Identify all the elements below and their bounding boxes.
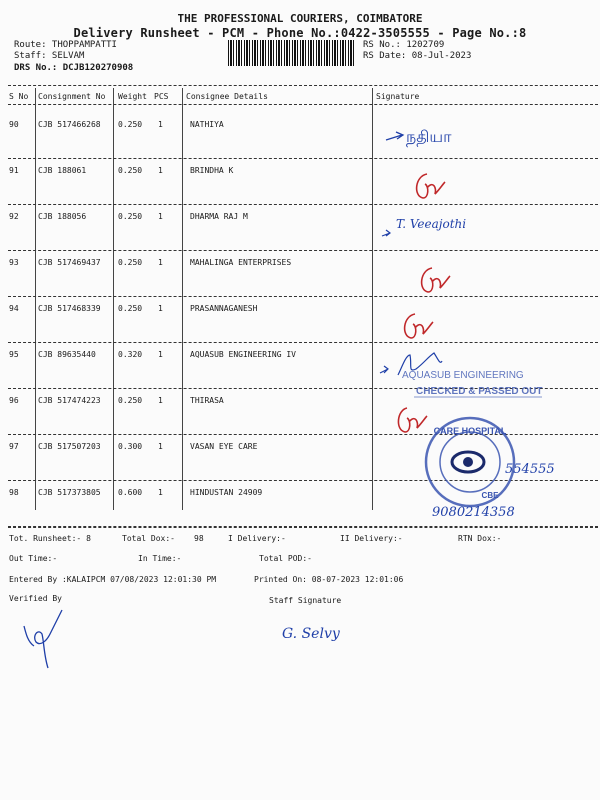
- verifier-signature: [14, 606, 84, 676]
- ii-delivery-label: II Delivery:-: [340, 534, 403, 543]
- column-header-consignee: Consignee Details: [186, 92, 268, 101]
- signature-text: G. Selvy: [282, 626, 340, 642]
- row-consignee-details: AQUASUB ENGINEERING IV: [190, 350, 296, 359]
- row-divider: [8, 250, 598, 251]
- tot-runsheet: Tot. Runsheet:- 8: [9, 534, 91, 543]
- column-divider: [35, 88, 36, 510]
- page-title: Delivery Runsheet - PCM - Phone No.:0422-3505555 - Page No.:8: [73, 26, 527, 40]
- row-consignment-no: CJB 89635440: [38, 350, 96, 359]
- out-time-label: Out Time:-: [9, 554, 58, 563]
- route-label: Route: THOPPAMPATTI: [14, 40, 117, 50]
- row-pcs: 1: [158, 350, 163, 359]
- stamp-text: CARE HOSPITAL: [433, 426, 507, 436]
- signature-row-92: [378, 210, 518, 250]
- row-divider: [8, 204, 598, 205]
- row-weight: 0.250: [118, 258, 143, 267]
- row-divider: [8, 342, 598, 343]
- row-consignment-no: CJB 517373805: [38, 488, 101, 497]
- staff-label: Staff: SELVAM: [14, 51, 85, 61]
- row-consignee-details: HINDUSTAN 24909: [190, 488, 263, 497]
- row-consignee-details: VASAN EYE CARE: [190, 442, 258, 451]
- row-sno: 97: [9, 442, 19, 451]
- row-consignee-details: BRINDHA K: [190, 166, 234, 175]
- row-weight: 0.250: [118, 120, 143, 129]
- handwritten-phone: [432, 498, 562, 528]
- row-sno: 93: [9, 258, 19, 267]
- row-pcs: 1: [158, 120, 163, 129]
- row-weight: 0.250: [118, 304, 143, 313]
- row-consignment-no: CJB 517474223: [38, 396, 101, 405]
- row-sno: 94: [9, 304, 19, 313]
- barcode: [228, 40, 354, 66]
- column-header-pcs: PCS: [154, 92, 169, 101]
- row-consignee-details: MAHALINGA ENTERPRISES: [190, 258, 292, 267]
- row-consignment-no: CJB 188061: [38, 166, 87, 175]
- row-weight: 0.250: [118, 396, 143, 405]
- row-sno: 96: [9, 396, 19, 405]
- row-consignment-no: CJB 517469437: [38, 258, 101, 267]
- row-sno: 92: [9, 212, 19, 221]
- column-header-consignment: Consignment No: [38, 92, 106, 101]
- row-weight: 0.300: [118, 442, 143, 451]
- row-divider: [8, 296, 598, 297]
- row-consignee-details: THIRASA: [190, 396, 224, 405]
- column-divider: [113, 88, 114, 510]
- divider: [8, 104, 598, 105]
- company-name: THE PROFESSIONAL COURIERS, COIMBATORE: [177, 12, 423, 25]
- verified-by-label: Verified By: [9, 594, 62, 603]
- row-weight: 0.250: [118, 166, 143, 175]
- handwritten-text: 554555: [505, 462, 555, 477]
- company-stamp: [396, 364, 546, 404]
- rtn-dox-label: RTN Dox:-: [458, 534, 502, 543]
- row-pcs: 1: [158, 304, 163, 313]
- in-time-label: In Time:-: [138, 554, 182, 563]
- row-sno: 90: [9, 120, 19, 129]
- row-pcs: 1: [158, 166, 163, 175]
- row-consignment-no: CJB 517468339: [38, 304, 101, 313]
- rs-date: RS Date: 08-Jul-2023: [363, 51, 472, 61]
- staff-signature: [282, 616, 372, 656]
- total-pod-label: Total POD:-: [259, 554, 312, 563]
- row-weight: 0.320: [118, 350, 143, 359]
- stamp-text: CBE: [481, 491, 499, 500]
- row-pcs: 1: [158, 442, 163, 451]
- stamp-text: AQUASUB ENGINEERING: [402, 370, 524, 381]
- handwritten-text: 9080214358: [432, 505, 515, 520]
- row-sno: 91: [9, 166, 19, 175]
- entered-by: Entered By :KALAIPCM 07/08/2023 12:01:30 PM: [9, 575, 217, 584]
- staff-signature-label: Staff Signature: [269, 596, 342, 605]
- i-delivery-label: I Delivery:-: [228, 534, 286, 543]
- signature-row-93: [412, 262, 462, 302]
- total-dox-label: Total Dox:-: [122, 534, 175, 543]
- row-pcs: 1: [158, 396, 163, 405]
- row-consignee-details: DHARMA RAJ M: [190, 212, 248, 221]
- column-header-weight: Weight: [118, 92, 147, 101]
- drs-number: DRS No.: DCJB120270908: [14, 63, 134, 73]
- divider: [8, 85, 598, 86]
- handwritten-number: [505, 455, 585, 485]
- signature-row-91: [405, 168, 455, 208]
- row-weight: 0.600: [118, 488, 143, 497]
- row-consignment-no: CJB 517466268: [38, 120, 101, 129]
- divider: [8, 527, 598, 528]
- row-pcs: 1: [158, 488, 163, 497]
- row-pcs: 1: [158, 212, 163, 221]
- column-divider: [372, 88, 373, 510]
- column-header-signature: Signature: [376, 92, 420, 101]
- row-pcs: 1: [158, 258, 163, 267]
- column-divider: [182, 88, 183, 510]
- signature-row-90: [380, 120, 520, 160]
- row-consignment-no: CJB 188056: [38, 212, 87, 221]
- stamp-text: CHECKED & PASSED OUT: [416, 386, 543, 397]
- total-dox-value: 98: [194, 534, 204, 543]
- signature-text: நதியா: [406, 127, 452, 146]
- row-sno: 98: [9, 488, 19, 497]
- rs-number: RS No.: 1202709: [363, 40, 445, 50]
- printed-on: Printed On: 08-07-2023 12:01:06: [254, 575, 404, 584]
- row-sno: 95: [9, 350, 19, 359]
- signature-text: T. Veeajothi: [396, 217, 467, 231]
- row-consignment-no: CJB 517507203: [38, 442, 101, 451]
- signature-row-94: [397, 308, 447, 348]
- row-consignee-details: NATHIYA: [190, 120, 224, 129]
- row-consignee-details: PRASANNAGANESH: [190, 304, 258, 313]
- column-header-sno: S No: [9, 92, 29, 101]
- row-weight: 0.250: [118, 212, 143, 221]
